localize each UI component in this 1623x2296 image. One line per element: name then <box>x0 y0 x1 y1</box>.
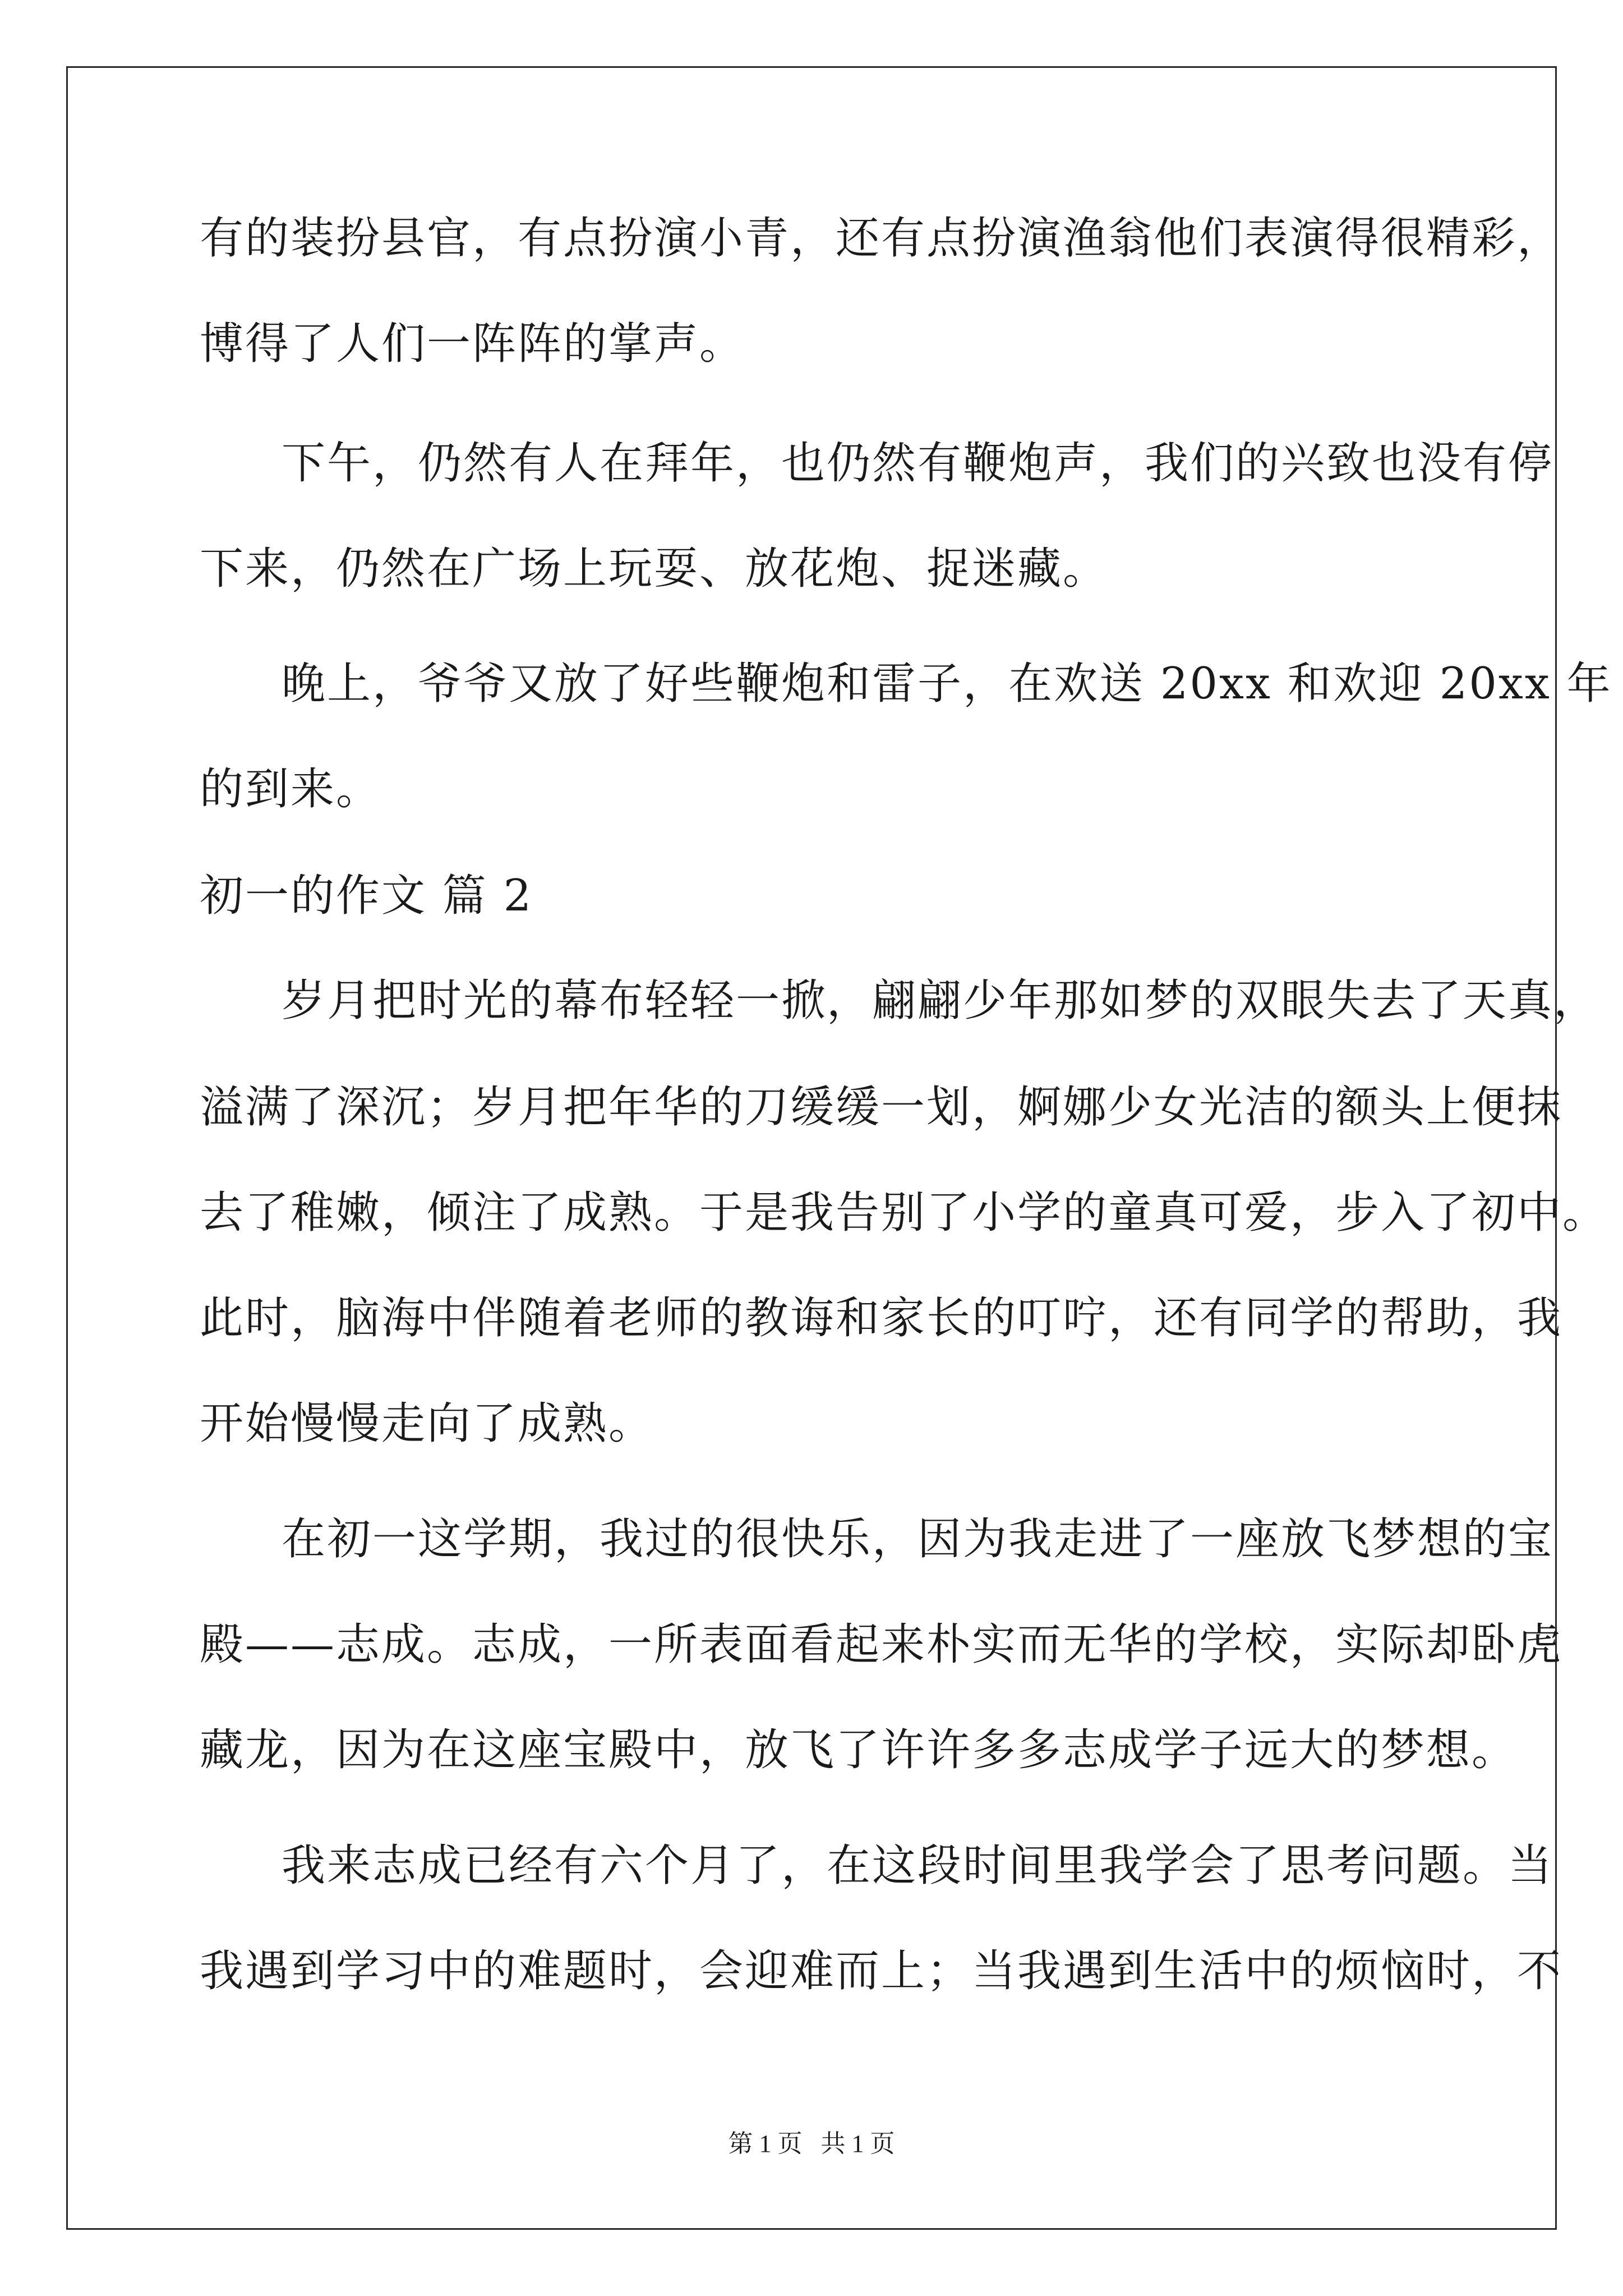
paragraph-line: 博得了人们一阵阵的掌声。 <box>200 319 745 369</box>
paragraph-line: 去了稚嫩，倾注了成熟。于是我告别了小学的童真可爱，步入了初中。 <box>200 1188 1608 1238</box>
paragraph-line: 此时，脑海中伴随着老师的教诲和家长的叮咛，还有同学的帮助，我 <box>200 1293 1563 1343</box>
paragraph-line: 溢满了深沉；岁月把年华的刀缓缓一划，婀娜少女光洁的额头上便抹 <box>200 1082 1563 1133</box>
page-border <box>66 66 1557 2230</box>
paragraph-line: 晚上，爷爷又放了好些鞭炮和雷子，在欢送 20xx 和欢迎 20xx 年 <box>282 659 1612 709</box>
paragraph-line: 殿——志成。志成，一所表面看起来朴实而无华的学校，实际却卧虎 <box>200 1619 1563 1670</box>
section-heading: 初一的作文 篇 2 <box>200 871 533 921</box>
paragraph-line: 在初一这学期，我过的很快乐，因为我走进了一座放飞梦想的宝 <box>282 1514 1554 1565</box>
paragraph-line: 藏龙，因为在这座宝殿中，放飞了许许多多志成学子远大的梦想。 <box>200 1725 1518 1775</box>
paragraph-line: 的到来。 <box>200 764 382 815</box>
paragraph-line: 下来，仍然在广场上玩耍、放花炮、捉迷藏。 <box>200 544 1109 594</box>
paragraph-line: 开始慢慢走向了成熟。 <box>200 1398 654 1449</box>
paragraph-line: 有的装扮县官，有点扮演小青，还有点扮演渔翁他们表演得很精彩， <box>200 213 1563 264</box>
page-footer: 第 1 页 共 1 页 <box>728 2130 895 2157</box>
paragraph-line: 我遇到学习中的难题时，会迎难而上；当我遇到生活中的烦恼时，不 <box>200 1946 1563 1996</box>
paragraph-line: 岁月把时光的幕布轻轻一掀，翩翩少年那如梦的双眼失去了天真， <box>282 976 1599 1026</box>
paragraph-line: 我来志成已经有六个月了，在这段时间里我学会了思考问题。当 <box>282 1841 1554 1891</box>
paragraph-line: 下午，仍然有人在拜年，也仍然有鞭炮声，我们的兴致也没有停 <box>282 438 1554 489</box>
